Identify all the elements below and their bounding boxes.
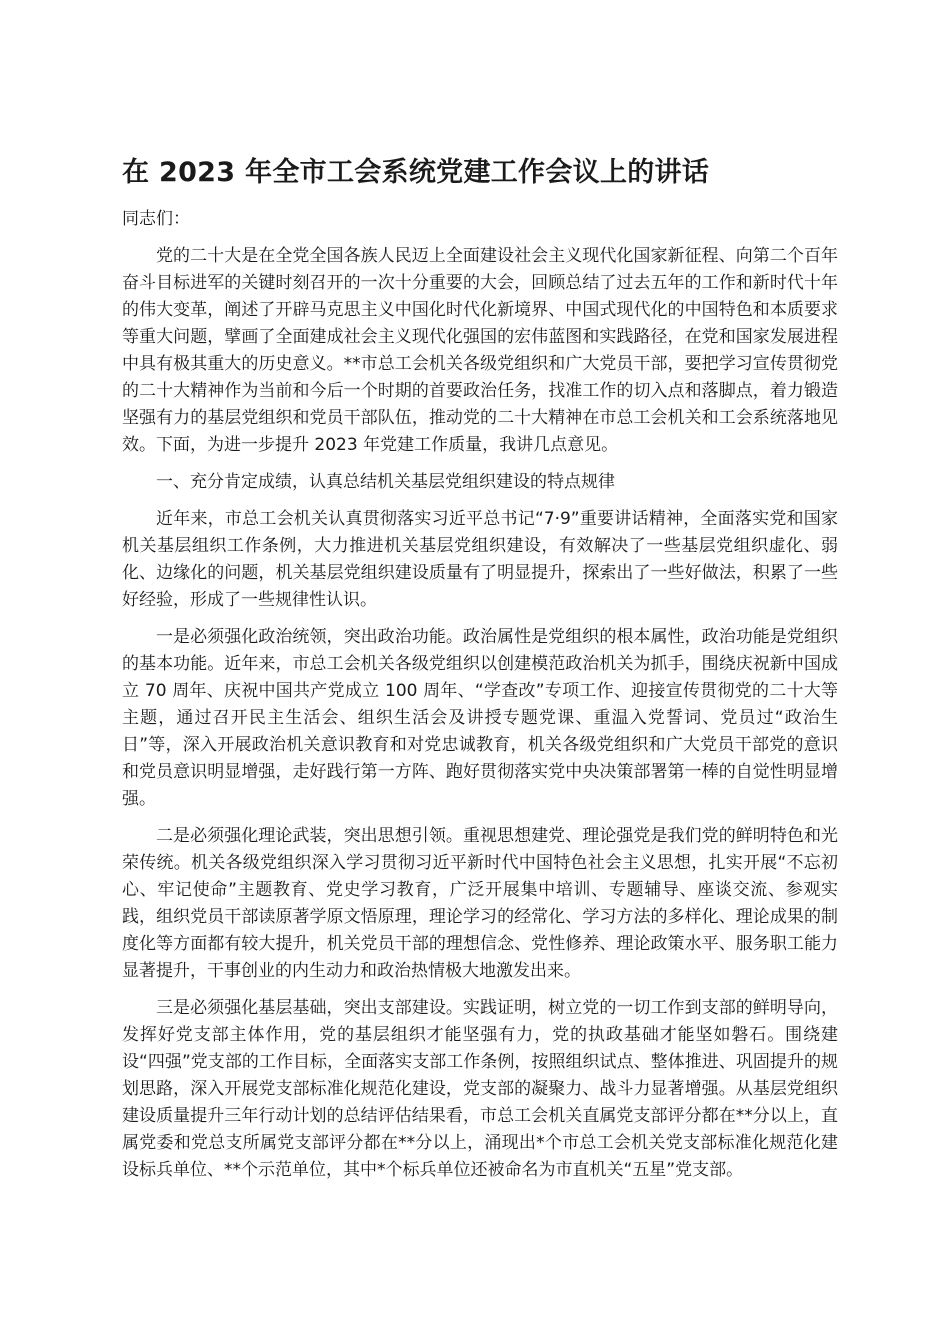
paragraph-point-2: 二是必须强化理论武装，突出思想引领。重视思想建党、理论强党是我们党的鲜明特色和光荣传统。机关各级党组织深入学习贯彻习近平新时代中国特色社会主义思想，扎实开展“不忘初心、牢记使命”主题教育、党史学习教育，广泛开展集中培训、专题辅导、座谈交流、参观实践，组织党员干部读原著学原文悟原理，理论学习的经常化、学习方法的多样化、理论成果的制度化等方面都有较大提升，机关党员干部的理想信念、党性修养、理论政策水平、服务职工能力显著提升，干事创业的内生动力和政治热情极大地激发出来。 (122, 826, 838, 981)
paragraph-point-3: 三是必须强化基层基础，突出支部建设。实践证明，树立党的一切工作到支部的鲜明导向，发挥好党支部主体作用，党的基层组织才能坚强有力，党的执政基础才能坚如磐石。围绕建设“四强”党支部的工作目标，全面落实支部工作条例，按照组织试点、整体推进、巩固提升的规划思路，深入开展党支部标准化规范化建设，党支部的凝聚力、战斗力显著增强。从基层党组织建设质量提升三年行动计划的总结评估结果看，市总工会机关直属党支部评分都在**分以上，直属党委和党总支所属党支部评分都在**分以上，涌现出*个市总工会机关党支部标准化规范化建设标兵单位、**个示范单位，其中*个标兵单位还被命名为市直机关“五星”党支部。 (122, 998, 838, 1180)
paragraph-point-1: 一是必须强化政治统领，突出政治功能。政治属性是党组织的根本属性，政治功能是党组织的基本功能。近年来，市总工会机关各级党组织以创建模范政治机关为抓手，围绕庆祝新中国成立 70 周年、庆祝中国共产党成立 100 周年、“学查改”专项工作、迎接宣传贯彻党的二十大等主题，通过召开民主生活会、组织生活会及讲授专题党课、重温入党誓词、党员过“政治生日”等，深入开展政治机关意识教育和对党忠诚教育，机关各级党组织和广大党员干部党的意识和党员意识明显增强，走好践行第一方阵、跑好贯彻落实党中央决策部署第一棒的自觉性明显增强。 (122, 627, 838, 809)
document-title: 在 2023 年全市工会系统党建工作会议上的讲话 (122, 157, 710, 188)
document-page (122, 150, 838, 1184)
paragraph-intro: 党的二十大是在全党全国各族人民迈上全面建设社会主义现代化国家新征程、向第二个百年奋斗目标进军的关键时刻召开的一次十分重要的大会，回顾总结了过去五年的工作和新时代十年的伟大变革，阐述了开辟马克思主义中国化时代化新境界、中国式现代化的中国特色和本质要求等重大问题，擘画了全面建成社会主义现代化强国的宏伟蓝图和实践路径，在党和国家发展进程中具有极其重大的历史意义。**市总工会机关各级党组织和广大党员干部，要把学习宣传贯彻党的二十大精神作为当前和今后一个时期的首要政治任务，找准工作的切入点和落脚点，着力锻造坚强有力的基层党组织和党员干部队伍，推动党的二十大精神在市总工会机关和工会系统落地见效。下面，为进一步提升 2023 年党建工作质量，我讲几点意见。 (122, 246, 838, 455)
section-heading-1: 一、充分肯定成绩，认真总结机关基层党组织建设的特点规律 (156, 472, 615, 492)
salutation: 同志们： (122, 209, 190, 229)
paragraph-overview: 近年来，市总工会机关认真贯彻落实习近平总书记“7·9”重要讲话精神，全面落实党和国家机关基层组织工作条例，大力推进机关基层党组织建设，有效解决了一些基层党组织虚化、弱化、边缘化的问题，机关基层党组织建设质量有了明显提升，探索出了一些好做法，积累了一些好经验，形成了一些规律性认识。 (122, 509, 838, 610)
